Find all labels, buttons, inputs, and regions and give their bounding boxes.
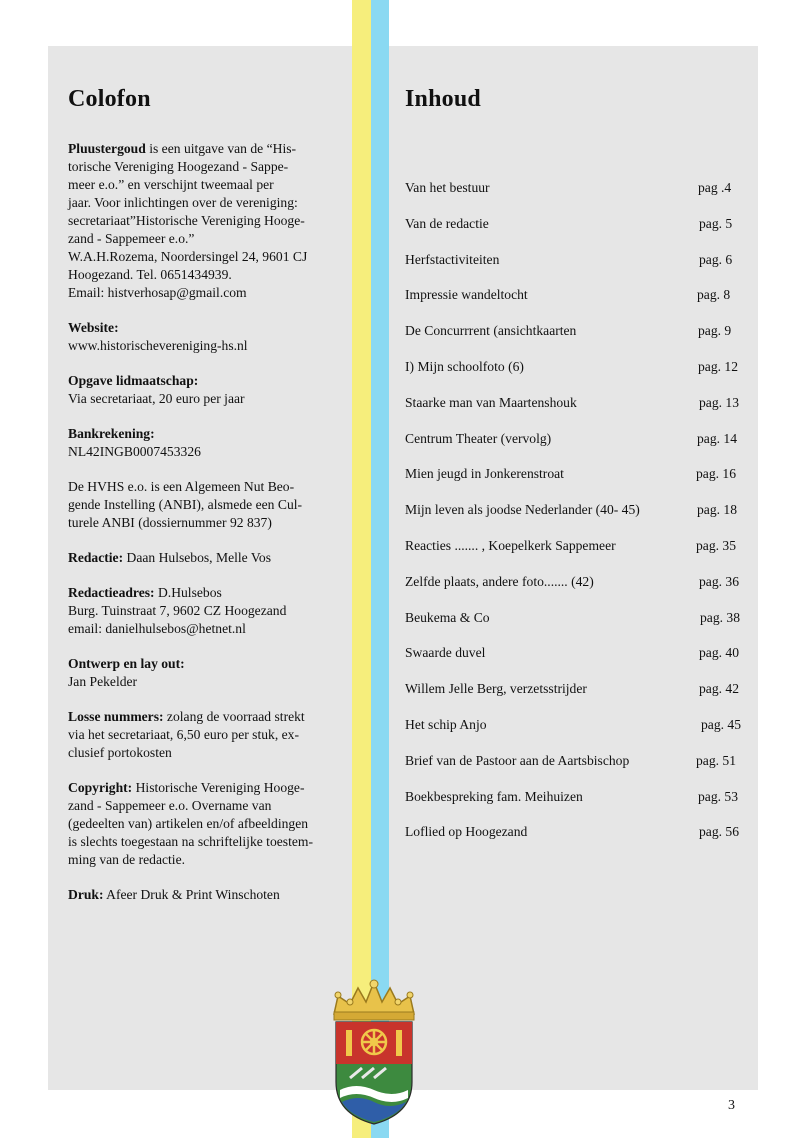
toc-item-page: pag. 42 — [699, 681, 740, 697]
toc-item — [405, 466, 750, 502]
toc-item-title: Mien jeugd in Jonkerenstroat — [405, 466, 564, 482]
toc-item-title: De Concurrrent (ansichtkaarten — [405, 323, 577, 339]
inhoud-title: Inhoud — [405, 86, 481, 112]
toc-item-page: pag. 35 — [696, 537, 737, 553]
toc-item-title: Reacties ....... , Koepelkerk Sappemeer — [405, 537, 616, 553]
copyright-block: Copyright: Historische Vereniging Hooge- zand - Sappemeer e.o. Overname van (gedeelten van) artikelen en/of afbeeldingen is slechts toegestaan na schriftelijke toestem- ming van de redactie. — [68, 780, 313, 867]
toc-item — [405, 287, 750, 323]
toc-item-title: Beukema & Co — [405, 609, 490, 625]
toc-item-page: pag. 16 — [696, 466, 737, 482]
toc-item — [405, 180, 750, 216]
contact-email: Email: histverhosap@gmail.com — [68, 285, 247, 300]
colofon-text — [68, 140, 343, 921]
blue-stripe — [371, 0, 389, 1138]
editorial-address-block: Redactieadres: D.Hulsebos Burg. Tuinstraat 7, 9602 CZ Hoogezand email: danielhulsebos@hetnet.nl — [68, 585, 287, 636]
toc-item-title: Boekbespreking fam. Meihuizen — [405, 788, 583, 804]
colofon-title: Colofon — [68, 86, 151, 112]
toc-item-title: Herfstactiviteiten — [405, 251, 500, 267]
toc-item-title: Impressie wandeltocht — [405, 287, 528, 303]
wheel-icon — [362, 1030, 386, 1054]
toc-item-title: Van het bestuur — [405, 180, 490, 195]
toc-item — [405, 323, 750, 359]
toc-item-title: Swaarde duvel — [405, 645, 486, 661]
toc-item — [405, 824, 750, 860]
toc-item — [405, 681, 750, 717]
membership-block: Opgave lidmaatschap: Via secretariaat, 20 euro per jaar — [68, 373, 245, 406]
toc-item-title: Mijn leven als joodse Nederlander (40- 45) — [405, 502, 640, 518]
toc-item-title: Staarke man van Maartenshouk — [405, 394, 577, 410]
toc-item — [405, 717, 750, 753]
toc-item — [405, 645, 750, 681]
page-number: 3 — [728, 1098, 735, 1113]
crown-icon — [334, 980, 414, 1020]
toc-item-title: Loflied op Hoogezand — [405, 824, 528, 840]
toc-item-page: pag. 38 — [700, 609, 741, 625]
toc-item-page: pag. 14 — [697, 430, 738, 446]
single-issues-block: Losse nummers: zolang de voorraad strekt via het secretariaat, 6,50 euro per stuk, ex- clusief portokosten — [68, 709, 305, 760]
toc-item — [405, 359, 750, 395]
toc-item-page: pag .4 — [698, 180, 732, 195]
website-block: Website: www.historischevereniging-hs.nl — [68, 319, 343, 355]
toc-item-page: pag. 40 — [699, 645, 740, 661]
toc-item-page: pag. 56 — [699, 824, 740, 840]
toc-item — [405, 431, 750, 467]
toc-item — [405, 395, 750, 431]
toc-item-page: pag. 51 — [696, 752, 737, 768]
toc-item — [405, 216, 750, 252]
toc-item-page: pag. 13 — [699, 394, 740, 410]
toc-item — [405, 252, 750, 288]
editors-block: Redactie: Daan Hulsebos, Melle Vos — [68, 550, 271, 565]
toc-item-page: pag. 5 — [699, 215, 733, 231]
design-block: Ontwerp en lay out: Jan Pekelder — [68, 656, 185, 689]
toc-item — [405, 574, 750, 610]
toc-item-page: pag. 36 — [699, 573, 740, 589]
toc-item-page: pag. 18 — [697, 502, 738, 518]
toc-item-page: pag. 12 — [698, 358, 739, 374]
toc-item — [405, 538, 750, 574]
toc-item-page: pag. 53 — [698, 788, 739, 804]
intro-block: Pluustergoud is een uitgave van de “His- torische Vereniging Hoogezand - Sappe- meer e.o.” en verschijnt tweemaal per jaar. Voor inlichtingen over de vereniging: secretariaat”Historische Vereniging Hooge- zand - Sappemeer e.o.” W.A.H.Rozema, Noordersingel 24, 9601 CJ Hoogezand. Tel. 0651434939. Email: histverhosap@gmail.com — [68, 140, 343, 302]
publication-name: Pluustergoud — [68, 141, 146, 156]
toc-item-page: pag. 8 — [697, 287, 731, 303]
toc-item-title: Zelfde plaats, andere foto....... (42) — [405, 573, 594, 589]
toc-item — [405, 753, 750, 789]
anbi-block: De HVHS e.o. is een Algemeen Nut Beo- gende Instelling (ANBI), alsmede een Cul- turele ANBI (dossiernummer 92 837) — [68, 479, 303, 530]
website-link: www.historischevereniging-hs.nl — [68, 338, 248, 353]
toc-item-title: Het schip Anjo — [405, 716, 487, 732]
toc-item-title: I) Mijn schoolfoto (6) — [405, 358, 524, 374]
toc-item-title: Van de redactie — [405, 215, 489, 231]
coat-of-arms-icon — [326, 978, 422, 1128]
table-of-contents — [405, 180, 750, 860]
toc-item — [405, 502, 750, 538]
yellow-stripe — [352, 0, 371, 1138]
toc-item-page: pag. 45 — [701, 716, 742, 732]
toc-item — [405, 610, 750, 646]
bank-block: Bankrekening: NL42INGB0007453326 — [68, 426, 201, 459]
toc-item-page: pag. 9 — [698, 323, 732, 339]
toc-item-title: Brief van de Pastoor aan de Aartsbischop — [405, 752, 630, 768]
printer-block: Druk: Afeer Druk & Print Winschoten — [68, 887, 280, 902]
toc-item-page: pag. 6 — [699, 251, 733, 267]
toc-item — [405, 789, 750, 825]
toc-item-title: Willem Jelle Berg, verzetsstrijder — [405, 681, 587, 697]
toc-item-title: Centrum Theater (vervolg) — [405, 430, 552, 446]
